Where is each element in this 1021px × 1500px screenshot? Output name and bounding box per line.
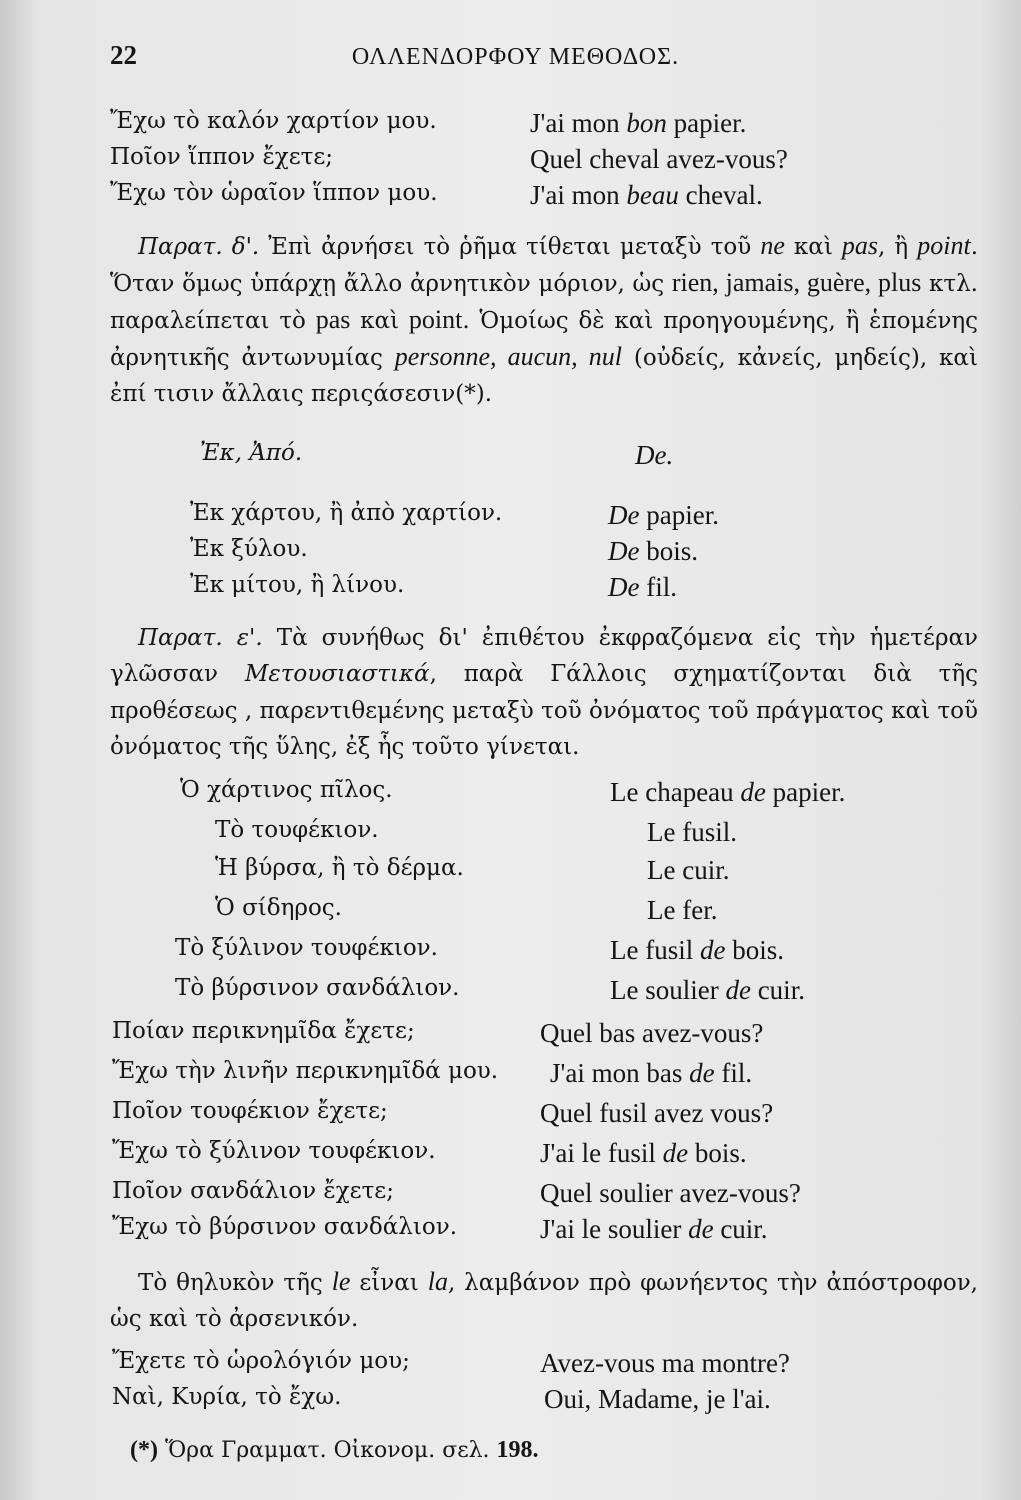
greek-phrase: Ποῖον σανδάλιον ἔχετε; bbox=[112, 1178, 394, 1204]
greek-phrase: Τὸ ξύλινον τουφέκιον. bbox=[175, 935, 438, 961]
french-phrase: J'ai mon bas de fil. bbox=[550, 1058, 753, 1088]
phrase-row bbox=[112, 1214, 972, 1254]
phrase-row bbox=[215, 855, 945, 895]
footnote bbox=[130, 1437, 539, 1464]
french-phrase: Quel cheval avez-vous? bbox=[530, 144, 788, 174]
phrase-row bbox=[190, 572, 890, 612]
french-phrase: Le soulier de cuir. bbox=[610, 975, 805, 1005]
french-phrase: Le cuir. bbox=[647, 855, 730, 885]
greek-phrase: Ἔχω τὸ καλόν χαρτίον μου. bbox=[110, 108, 437, 134]
footnote-text: Ὅρα Γραμματ. Οἰκονομ. σελ. bbox=[157, 1438, 497, 1463]
greek-phrase: Ἔχω τὸν ὡραῖον ἵππον μου. bbox=[110, 180, 438, 206]
greek-phrase: Ὁ σίδηρος. bbox=[215, 895, 342, 921]
french-phrase: Avez-vous ma montre? bbox=[540, 1348, 790, 1378]
greek-heading: Ἐκ, Ἀπό. bbox=[200, 440, 303, 466]
french-phrase: J'ai mon beau cheval. bbox=[530, 180, 763, 210]
phrase-row bbox=[175, 975, 945, 1015]
greek-phrase: Τὸ τουφέκιον. bbox=[215, 817, 379, 843]
french-phrase: Oui, Madame, je l'ai. bbox=[544, 1384, 771, 1414]
grammar-note-e: Παρατ. ε'. Τὰ συνήθως δι' ἐπιθέτου ἐκφραζόμενα εἰς τὴν ἡμετέραν γλῶσσαν Μετουσιαστικά, παρὰ Γάλλοις σχηματίζονται διὰ τῆς προθέσεως , παρεντιθεμένης μεταξὺ τοῦ ὀνόματος τοῦ πράγματος καὶ τοῦ ὀνόματος τῆς ὕλης, ἐξ ἧς τοῦτο γίνεται. bbox=[110, 625, 979, 760]
french-phrase: Le fusil de bois. bbox=[610, 935, 784, 965]
greek-phrase: Ἐκ ξύλου. bbox=[190, 536, 308, 562]
phrase-row bbox=[215, 895, 945, 935]
french-phrase: De fil. bbox=[608, 572, 677, 602]
phrase-row bbox=[110, 144, 990, 184]
footnote-page: 198. bbox=[496, 1437, 539, 1463]
grammar-note-d: Παρατ. δ'. Ἐπὶ ἀρνήσει τὸ ῥῆμα τίθεται μεταξὺ τοῦ ne καὶ pas, ἢ point. Ὅταν ὅμως ὑπάρχῃ ἄλλο ἀρνητικὸν μόριον, ὡς rien, jamais, guère, plus κτλ. παραλείπεται τὸ pas καὶ point. Ὁμοίως δὲ καὶ προηγουμένης, ἢ ἑπομένης ἀρνητικῆς ἀντωνυμίας personne, aucun, nul (οὐδείς, κἀνείς, μηδείς), καὶ ἐπί τισιν ἄλλαις περιςάσεσιν(*). bbox=[110, 231, 978, 407]
section-heading bbox=[200, 440, 900, 480]
phrase-row bbox=[215, 817, 945, 857]
greek-phrase: Ὁ χάρτινος πῖλος. bbox=[180, 777, 393, 803]
phrase-row bbox=[110, 180, 990, 220]
french-phrase: Quel soulier avez-vous? bbox=[540, 1178, 801, 1208]
phrase-row bbox=[112, 1384, 972, 1424]
page-header bbox=[110, 40, 921, 90]
greek-phrase: Ποῖον τουφέκιον ἔχετε; bbox=[112, 1098, 388, 1124]
running-title: ΟΛΛΕΝΔΟΡΦΟΥ ΜΕΘΟΔΟΣ. bbox=[351, 44, 680, 70]
grammar-note-f: Τὸ θηλυκὸν τῆς le εἶναι la, λαμβάνον πρὸ φωνήεντος τὴν ἀπόστροφον, ὡς καὶ τὸ ἀρσενικόν. bbox=[110, 1267, 978, 1332]
greek-phrase: Τὸ βύρσινον σανδάλιον. bbox=[175, 975, 460, 1001]
greek-phrase: Ποίαν περικνημῖδα ἔχετε; bbox=[112, 1018, 415, 1044]
greek-phrase: Ἐκ μίτου, ἢ λίνου. bbox=[190, 572, 405, 598]
french-heading: De. bbox=[635, 440, 674, 470]
french-phrase: J'ai le fusil de bois. bbox=[540, 1138, 747, 1168]
phrase-row bbox=[175, 935, 945, 975]
greek-phrase: Ἔχετε τὸ ὡρολόγιόν μου; bbox=[112, 1348, 410, 1374]
phrase-row bbox=[180, 777, 940, 817]
phrase-row bbox=[190, 500, 890, 540]
french-phrase: Quel bas avez-vous? bbox=[540, 1018, 764, 1048]
phrase-row bbox=[112, 1178, 972, 1218]
greek-phrase: Ποῖον ἵππον ἔχετε; bbox=[110, 144, 334, 170]
phrase-row bbox=[112, 1098, 972, 1138]
phrase-row bbox=[190, 536, 890, 576]
french-phrase: Le chapeau de papier. bbox=[610, 777, 846, 807]
footnote-mark: (*) bbox=[130, 1437, 158, 1463]
phrase-row bbox=[112, 1018, 972, 1058]
phrase-row bbox=[110, 108, 990, 148]
french-phrase: De bois. bbox=[608, 536, 698, 566]
phrase-row bbox=[112, 1058, 972, 1098]
phrase-row bbox=[112, 1138, 972, 1178]
greek-phrase: Ἔχω τὴν λινῆν περικνημῖδά μου. bbox=[112, 1058, 499, 1084]
french-phrase: De papier. bbox=[608, 500, 719, 530]
phrase-row bbox=[112, 1348, 972, 1388]
greek-phrase: Ἡ βύρσα, ἢ τὸ δέρμα. bbox=[215, 855, 464, 881]
french-phrase: Le fer. bbox=[647, 895, 718, 925]
french-phrase: Le fusil. bbox=[647, 817, 737, 847]
greek-phrase: Ναὶ, Κυρία, τὸ ἔχω. bbox=[112, 1384, 342, 1410]
greek-phrase: Ἔχω τὸ ξύλινον τουφέκιον. bbox=[112, 1138, 436, 1164]
page-number: 22 bbox=[110, 40, 137, 70]
french-phrase: J'ai mon bon papier. bbox=[530, 108, 747, 138]
greek-phrase: Ἐκ χάρτου, ἢ ἀπὸ χαρτίον. bbox=[190, 500, 503, 526]
french-phrase: J'ai le soulier de cuir. bbox=[540, 1214, 768, 1244]
greek-phrase: Ἔχω τὸ βύρσινον σανδάλιον. bbox=[112, 1214, 458, 1240]
french-phrase: Quel fusil avez vous? bbox=[540, 1098, 774, 1128]
